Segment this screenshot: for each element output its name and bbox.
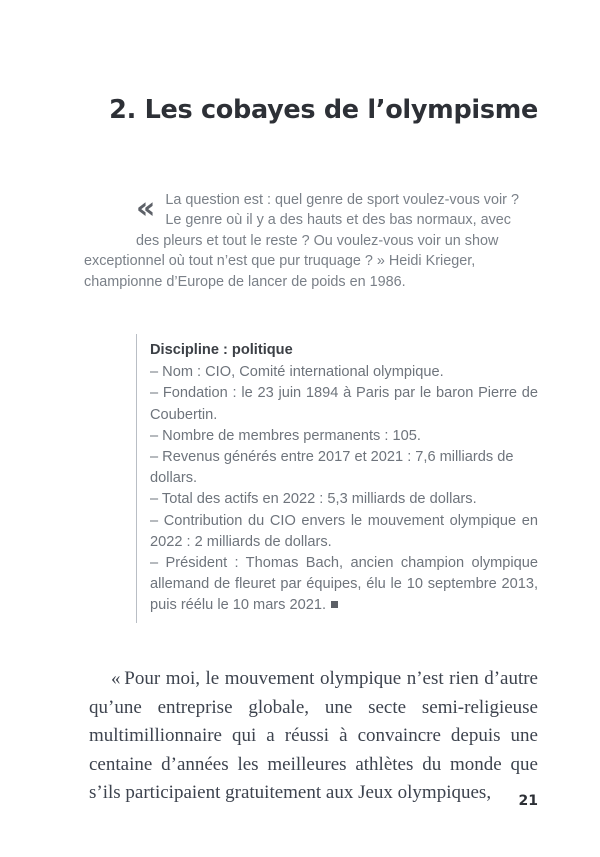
pull-quote-line: des pleurs et tout le reste ? Ou voulez-vous voir un show [136,232,499,249]
page-title: 2. Les cobayes de l’olympisme [109,95,538,126]
pull-quote-line: exceptionnel où tout n’est que pur truquage ? » Heidi Krieger, [84,253,476,270]
fact-box-item: – Fondation : le 23 juin 1894 à Paris par le baron Pierre de Coubertin. [150,385,538,423]
fact-box-heading: Discipline : politique [150,342,293,358]
pull-quote-line: La question est : quel genre de sport voulez-vous voir ? [165,192,519,208]
fact-box-item: – Nom : CIO, Comité international olympique. [150,364,444,381]
pull-quote [84,190,538,292]
fact-box-item: – Revenus générés entre 2017 et 2021 : 7,6 milliards de dollars. [150,449,514,487]
fact-box-item: – Total des actifs en 2022 : 5,3 milliards de dollars. [150,491,477,508]
body-paragraph: « Pour moi, le mouvement olympique n’est rien d’autre qu’une entreprise globale, une secte semi-religieuse multimillionnaire qui a réussi à convaincre depuis une centaine d’années les meilleures athlètes du monde que s’ils participaient gratuitement aux Jeux olympiques, [89,668,538,804]
pull-quote-attribution: championne d’Europe de lancer de poids en 1986. [84,273,406,290]
fact-box-item-text: – Président : Thomas Bach, ancien champion olympique allemand de fleuret par équipes, élu le 10 septembre 2013, puis réélu le 10 mars 2021. [150,555,538,614]
fact-box [136,334,538,623]
fact-box-item-last [150,553,538,617]
page-number: 21 [518,793,538,809]
fact-box-item: – Contribution du CIO envers le mouvement olympique en 2022 : 2 milliards de dollars. [150,512,538,550]
pull-quote-body [84,190,538,292]
fact-box-item: – Nombre de membres permanents : 105. [150,427,421,444]
end-of-section-square-icon [331,601,338,608]
pull-quote-line: Le genre où il y a des hauts et des bas normaux, avec [165,212,511,229]
double-angle-quote-icon: « [136,191,154,226]
